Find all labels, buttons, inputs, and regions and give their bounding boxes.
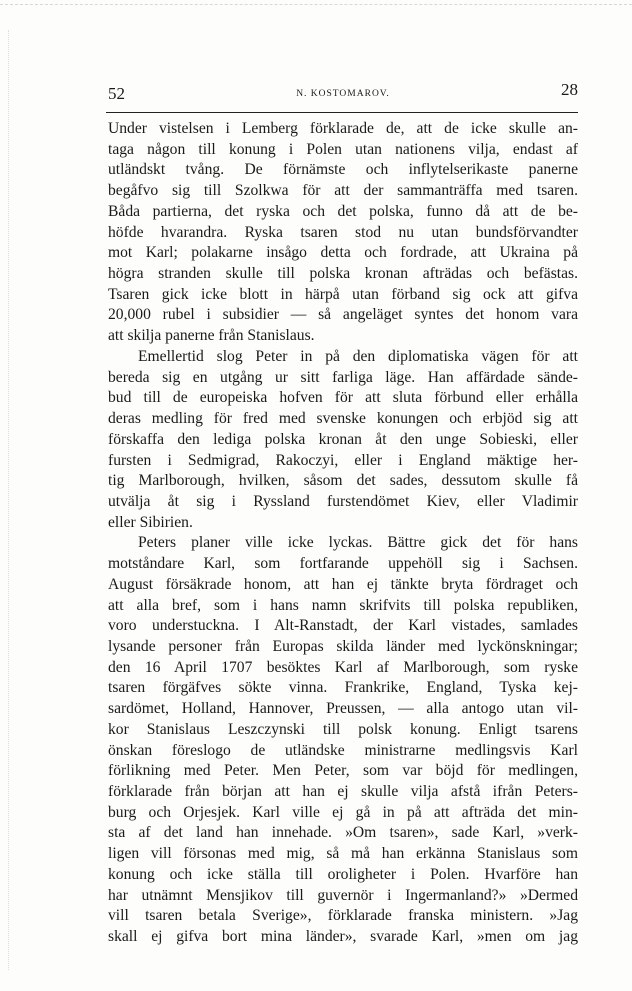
paragraph-start-line: Emellertid slog Peter in på den diplomatiska vägen för att [138, 347, 578, 365]
page-header [108, 80, 578, 110]
text-line: förskaffa den lediga polska kronan åt den unge Sobieski, eller [108, 430, 578, 448]
text-line: vill tsaren betala Sverige», förklarade franska ministern. »Jag [108, 907, 578, 925]
text-line: Båda partierna, det ryska och det polska, funno då att de be- [108, 202, 578, 220]
text-line: konung och icke ställa till oroligheter i Polen. Hvarföre han [108, 865, 578, 883]
text-line: sta af det land han innehade. »Om tsaren», sade Karl, »verk- [108, 824, 578, 842]
header-rule [106, 112, 578, 113]
text-line: taga någon till konung i Polen utan nationens vilja, endast af [108, 140, 578, 158]
text-line: förlikning med Peter. Men Peter, som var böjd för medlingen, [108, 762, 578, 780]
scan-edge-left [8, 30, 9, 970]
text-line: utländskt tvång. De förnämste och inflytelserikaste panerne [108, 161, 578, 179]
text-line: har utnämnt Mensjikov till guvernör i Ingermanland?» »Dermed [108, 886, 578, 904]
running-head: N. KOSTOMAROV. [296, 89, 390, 99]
text-line: Tsaren gick icke blott in härpå utan förband sig ock att gifva [108, 285, 578, 303]
text-line: den 16 April 1707 besöktes Karl af Marlborough, som ryske [108, 658, 578, 676]
paragraph-end-line: eller Sibirien. [108, 513, 193, 531]
scan-edge-top [0, 4, 632, 5]
paragraph-start-line: Peters planer ville icke lyckas. Bättre gick det för hans [138, 534, 578, 552]
text-line: bud till de europeiska hofven för att sluta förbund eller erhålla [108, 389, 578, 407]
text-line: tig Marlborough, hvilken, såsom det sades, dessutom skulle få [108, 472, 578, 490]
text-line: högra stranden skulle till polska kronan afträdas och befästas. [108, 265, 578, 283]
text-line: ligen vill försonas med mig, så må han erkänna Stanislaus som [108, 845, 578, 863]
text-line: utvälja åt sig i Ryssland furstendömet Kiev, eller Vladimir [108, 492, 578, 510]
text-line: skall ej gifva bort mina länder», svarade Karl, »men om jag [108, 928, 578, 946]
text-line: bereda sig en utgång ur sitt farliga läge. Han affärdade sände- [108, 368, 578, 386]
text-line: lysande personer från Europas skilda länder med lyckönskningar; [108, 637, 578, 655]
text-line: August försäkrade honom, att han ej tänkte bryta fördraget och [108, 575, 578, 593]
text-line: 20,000 rubel i subsidier — så angeläget syntes det honom vara [108, 306, 578, 324]
text-line: motståndare Karl, som fortfarande uppehöll sig i Sachsen. [108, 555, 578, 573]
text-line: höfde hvarandra. Ryska tsaren stod nu utan bundsförvandter [108, 223, 578, 241]
body-text [108, 119, 578, 948]
text-line: fursten i Sedmigrad, Rakoczyi, eller i England mäktige her- [108, 451, 578, 469]
text-line: kor Stanislaus Leszczynski till polsk konung. Enligt tsarens [108, 720, 578, 738]
text-line: förklarade från början att han ej skulle vilja afstå ifrån Peters- [108, 783, 578, 800]
page-number: 52 [108, 84, 125, 103]
text-line: önskan föreslogo de utländske ministrarne medlingsvis Karl [108, 741, 578, 759]
paragraph-end-line: att skilja panerne från Stanislaus. [108, 327, 315, 345]
manuscript-number: 28 [561, 80, 578, 99]
text-line: voro understuckna. I Alt-Ranstadt, der Karl vistades, samlades [108, 617, 578, 635]
text-line: att alla bref, som i hans namn skrifvits till polska republiken, [108, 596, 578, 614]
text-line: Under vistelsen i Lemberg förklarade de, att de icke skulle an- [108, 120, 578, 137]
text-line: sardömet, Holland, Hannover, Preussen, — alla antogo utan vil- [108, 700, 578, 718]
text-line: mot Karl; polakarne insågo detta och fordrade, att Ukraina på [108, 244, 578, 262]
text-line: begåfvo sig till Szolkwa för att der sammanträffa med tsaren. [108, 182, 578, 200]
text-line: deras medling för fred med svenske konungen och erbjöd sig att [108, 410, 578, 428]
text-line: tsaren förgäfves sökte vinna. Frankrike, England, Tyska kej- [108, 679, 578, 697]
text-line: burg och Orjesjek. Karl ville ej gå in på att afträda det min- [108, 803, 578, 821]
